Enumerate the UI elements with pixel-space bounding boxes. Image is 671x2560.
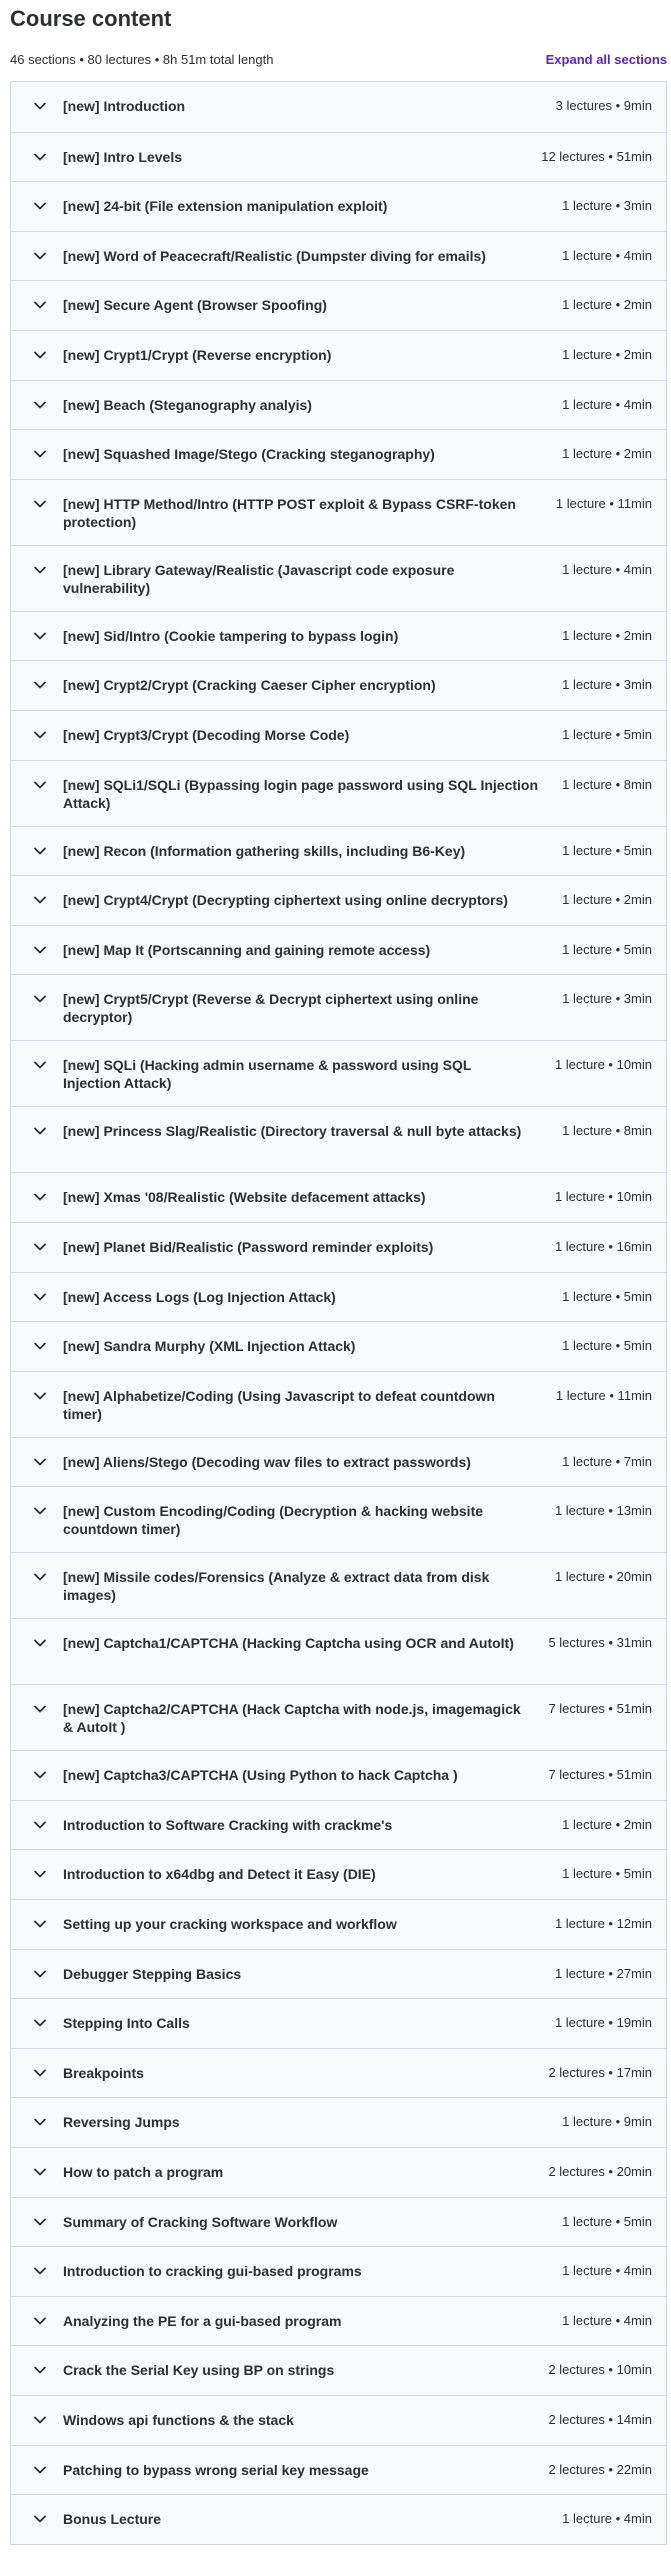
chevron-down-icon — [33, 2162, 47, 2182]
chevron-down-icon — [33, 1336, 47, 1356]
section-header[interactable] — [11, 2494, 666, 2544]
section-meta: 1 lecture • 4min — [562, 561, 652, 577]
section-title: [new] Crypt4/Crypt (Decrypting ciphertext using online decryptors) — [63, 892, 508, 909]
chevron-down-icon — [33, 1386, 47, 1406]
section-title: [new] Alphabetize/Coding (Using Javascript to defeat countdown timer) — [63, 1387, 495, 1422]
section-title: Introduction to cracking gui-based programs — [63, 2263, 362, 2280]
chevron-down-icon — [33, 775, 47, 795]
course-summary: 46 sections • 80 lectures • 8h 51m total length — [10, 51, 274, 67]
section-title: [new] Captcha2/CAPTCHA (Hack Captcha with node.js, imagemagick & AutoIt ) — [63, 1701, 521, 1736]
chevron-down-icon — [33, 2261, 47, 2281]
section-header[interactable] — [11, 826, 666, 876]
chevron-down-icon — [33, 1501, 47, 1521]
section-meta: 1 lecture • 2min — [562, 297, 652, 313]
section-title: Bonus Lecture — [63, 2511, 162, 2528]
chevron-down-icon — [33, 2013, 47, 2033]
section-header[interactable] — [11, 2395, 666, 2445]
section-title: [new] Missile codes/Forensics (Analyze & extract data from disk images) — [63, 1569, 490, 1604]
section-title: Windows api functions & the stack — [63, 2412, 294, 2428]
course-summary-row — [10, 49, 667, 69]
chevron-down-icon — [33, 444, 47, 464]
section-header[interactable] — [11, 1040, 666, 1106]
chevron-down-icon — [33, 1964, 47, 1984]
section-meta: 1 lecture • 2min — [562, 1816, 652, 1832]
section-title: [new] Captcha1/CAPTCHA (Hacking Captcha using OCR and AutoIt) — [63, 1635, 514, 1652]
section-title: [new] Crypt5/Crypt (Reverse & Decrypt ciphertext using online decryptor) — [63, 991, 479, 1026]
chevron-down-icon — [33, 890, 47, 910]
chevron-down-icon — [33, 1633, 47, 1653]
section-title: Crack the Serial Key using BP on strings — [63, 2362, 335, 2379]
chevron-down-icon — [33, 1121, 47, 1141]
section-title: [new] Princess Slag/Realistic (Directory traversal & null byte attacks) — [63, 1123, 522, 1140]
section-meta: 2 lectures • 10min — [548, 2362, 652, 2378]
section-header[interactable] — [11, 280, 666, 330]
section-title: Patching to bypass wrong serial key message — [63, 2461, 369, 2478]
section-meta: 2 lectures • 20min — [548, 2164, 652, 2180]
section-meta: 1 lecture • 27min — [554, 1965, 652, 1981]
section-meta: 1 lecture • 7min — [562, 1453, 652, 1469]
chevron-down-icon — [33, 345, 47, 365]
section-meta: 1 lecture • 10min — [554, 1057, 652, 1073]
section-header[interactable] — [11, 1486, 666, 1552]
chevron-down-icon — [33, 989, 47, 1009]
section-meta: 1 lecture • 9min — [562, 2114, 652, 2130]
chevron-down-icon — [33, 2063, 47, 2083]
section-meta: 5 lectures • 31min — [548, 1635, 652, 1651]
section-meta: 1 lecture • 5min — [562, 1338, 652, 1354]
chevron-down-icon — [33, 147, 47, 167]
section-meta: 1 lecture • 16min — [554, 1238, 652, 1254]
section-meta: 1 lecture • 3min — [562, 198, 652, 214]
chevron-down-icon — [33, 675, 47, 695]
section-header[interactable] — [11, 479, 666, 545]
section-title: [new] Sandra Murphy (XML Injection Attack) — [63, 1338, 356, 1355]
chevron-down-icon — [33, 246, 47, 266]
section-header[interactable] — [11, 660, 666, 710]
section-header[interactable] — [11, 1437, 666, 1487]
section-title: [new] SQLi1/SQLi (Bypassing login page password using SQL Injection Attack) — [63, 776, 539, 811]
section-header[interactable] — [11, 2048, 666, 2098]
section-header[interactable] — [11, 974, 666, 1040]
chevron-down-icon — [33, 725, 47, 745]
section-meta: 1 lecture • 20min — [554, 1569, 652, 1585]
section-title: [new] SQLi (Hacking admin username & password using SQL Injection Attack) — [63, 1057, 472, 1092]
section-header[interactable] — [11, 1371, 666, 1437]
section-title: How to patch a program — [63, 2164, 224, 2181]
section-header[interactable] — [11, 925, 666, 975]
section-title: [new] Squashed Image/Stego (Cracking steganography) — [63, 446, 435, 463]
section-meta: 1 lecture • 8min — [562, 1123, 652, 1139]
chevron-down-icon — [33, 2460, 47, 2480]
section-meta: 1 lecture • 13min — [554, 1503, 652, 1519]
section-header[interactable] — [11, 2445, 666, 2495]
section-title: [new] Aliens/Stego (Decoding wav files to extract passwords) — [63, 1453, 471, 1470]
section-header[interactable] — [11, 2345, 666, 2395]
chevron-down-icon — [33, 1699, 47, 1719]
page-title: Course content — [10, 6, 172, 31]
section-header[interactable] — [11, 231, 666, 281]
chevron-down-icon — [33, 1567, 47, 1587]
chevron-down-icon — [33, 626, 47, 646]
section-header[interactable] — [11, 181, 666, 231]
section-meta: 2 lectures • 17min — [548, 2064, 652, 2080]
section-title: [new] Library Gateway/Realistic (Javascript code exposure vulnerability) — [63, 561, 455, 596]
section-header[interactable] — [11, 1272, 666, 1322]
chevron-down-icon — [33, 2360, 47, 2380]
chevron-down-icon — [33, 2410, 47, 2430]
chevron-down-icon — [33, 2112, 47, 2132]
section-meta: 1 lecture • 11min — [555, 1387, 652, 1403]
chevron-down-icon — [33, 494, 47, 514]
section-meta: 1 lecture • 5min — [562, 2213, 652, 2229]
section-header[interactable] — [11, 1552, 666, 1618]
section-title: [new] HTTP Method/Intro (HTTP POST exploit & Bypass CSRF-token protection) — [63, 495, 516, 530]
section-meta: 1 lecture • 2min — [562, 346, 652, 362]
chevron-down-icon — [33, 560, 47, 580]
section-title: [new] Crypt3/Crypt (Decoding Morse Code) — [63, 726, 350, 743]
chevron-down-icon — [33, 295, 47, 315]
section-title: [new] Crypt2/Crypt (Cracking Caeser Cipher encryption) — [63, 677, 436, 694]
section-header[interactable] — [11, 2097, 666, 2147]
section-title: [new] Beach (Steganography analyis) — [63, 396, 312, 413]
section-meta: 1 lecture • 2min — [562, 446, 652, 462]
section-header[interactable] — [11, 1222, 666, 1272]
chevron-down-icon — [33, 2212, 47, 2232]
section-header[interactable] — [11, 1684, 666, 1750]
section-header[interactable] — [11, 1321, 666, 1371]
chevron-down-icon — [33, 841, 47, 861]
section-header[interactable] — [11, 1949, 666, 1999]
chevron-down-icon — [33, 1237, 47, 1257]
section-meta: 2 lectures • 22min — [548, 2461, 652, 2477]
section-meta: 1 lecture • 8min — [562, 776, 652, 792]
section-header[interactable] — [11, 545, 666, 611]
section-header[interactable] — [11, 2246, 666, 2296]
section-header[interactable] — [11, 1800, 666, 1850]
section-meta: 1 lecture • 2min — [562, 892, 652, 908]
section-meta: 1 lecture • 4min — [562, 2511, 652, 2527]
chevron-down-icon — [33, 1055, 47, 1075]
section-meta: 2 lectures • 14min — [548, 2412, 652, 2427]
section-header[interactable] — [11, 330, 666, 380]
section-header[interactable] — [11, 710, 666, 760]
section-header[interactable] — [11, 611, 666, 661]
section-title: Reversing Jumps — [63, 2114, 180, 2131]
section-meta: 1 lecture • 12min — [554, 1916, 652, 1932]
section-title: Breakpoints — [63, 2064, 144, 2081]
section-meta: 1 lecture • 5min — [562, 842, 652, 858]
section-title: [new] Secure Agent (Browser Spoofing) — [63, 297, 327, 314]
section-header[interactable] — [11, 132, 666, 182]
section-meta: 3 lectures • 9min — [555, 98, 652, 113]
section-title: Introduction to Software Cracking with crackme's — [63, 1816, 393, 1833]
section-meta: 7 lectures • 51min — [548, 1767, 652, 1783]
section-meta: 1 lecture • 5min — [562, 726, 652, 742]
section-title: [new] Access Logs (Log Injection Attack) — [63, 1288, 336, 1305]
section-title: [new] 24-bit (File extension manipulation exploit) — [63, 198, 388, 215]
chevron-down-icon — [33, 2509, 47, 2529]
section-list — [10, 81, 667, 2545]
section-meta: 12 lectures • 51min — [541, 148, 652, 164]
section-meta: 1 lecture • 5min — [562, 1866, 652, 1882]
section-header[interactable] — [11, 429, 666, 479]
section-header[interactable] — [11, 1172, 666, 1222]
section-title: [new] Planet Bid/Realistic (Password reminder exploits) — [63, 1238, 434, 1255]
section-meta: 7 lectures • 51min — [548, 1701, 652, 1717]
section-header[interactable] — [11, 82, 666, 132]
section-title: [new] Intro Levels — [63, 148, 183, 165]
chevron-down-icon — [33, 1765, 47, 1785]
chevron-down-icon — [33, 1287, 47, 1307]
section-header[interactable] — [11, 1750, 666, 1800]
section-header[interactable] — [11, 1106, 666, 1172]
section-title: Setting up your cracking workspace and workflow — [63, 1916, 397, 1933]
chevron-down-icon — [33, 1914, 47, 1934]
chevron-down-icon — [33, 395, 47, 415]
section-title: [new] Word of Peacecraft/Realistic (Dumpster diving for emails) — [63, 247, 486, 264]
section-title: [new] Introduction — [63, 98, 186, 114]
section-header[interactable] — [11, 2296, 666, 2346]
chevron-down-icon — [33, 1815, 47, 1835]
section-meta: 1 lecture • 4min — [562, 396, 652, 412]
chevron-down-icon — [33, 1187, 47, 1207]
section-title: Summary of Cracking Software Workflow — [63, 2213, 338, 2230]
expand-all-button[interactable]: Expand all sections — [545, 51, 667, 67]
section-title: [new] Xmas '08/Realistic (Website defacement attacks) — [63, 1189, 426, 1206]
chevron-down-icon — [33, 96, 47, 116]
section-header[interactable] — [11, 1618, 666, 1684]
section-title: [new] Recon (Information gathering skills, including B6-Key) — [63, 842, 466, 859]
section-meta: 1 lecture • 3min — [562, 991, 652, 1007]
section-header[interactable] — [11, 1998, 666, 2048]
section-title: Stepping Into Calls — [63, 2015, 190, 2032]
section-header[interactable] — [11, 2147, 666, 2197]
section-meta: 1 lecture • 4min — [562, 247, 652, 263]
section-meta: 1 lecture • 19min — [554, 2015, 652, 2031]
section-header[interactable] — [11, 380, 666, 430]
section-title: [new] Sid/Intro (Cookie tampering to bypass login) — [63, 627, 399, 644]
section-header[interactable] — [11, 2197, 666, 2247]
section-header[interactable] — [11, 875, 666, 925]
section-header[interactable] — [11, 760, 666, 826]
section-title: [new] Captcha3/CAPTCHA (Using Python to hack Captcha ) — [63, 1767, 458, 1784]
section-meta: 1 lecture • 2min — [562, 627, 652, 643]
section-meta: 1 lecture • 11min — [555, 495, 652, 511]
chevron-down-icon — [33, 940, 47, 960]
section-header[interactable] — [11, 1849, 666, 1899]
section-meta: 1 lecture • 4min — [562, 2263, 652, 2279]
section-title: Introduction to x64dbg and Detect it Easy (DIE) — [63, 1866, 376, 1883]
section-title: Analyzing the PE for a gui-based program — [63, 2312, 342, 2329]
section-title: Debugger Stepping Basics — [63, 1965, 242, 1982]
section-title: [new] Custom Encoding/Coding (Decryption & hacking website countdown timer) — [63, 1503, 484, 1538]
section-meta: 1 lecture • 10min — [554, 1189, 652, 1205]
chevron-down-icon — [33, 2311, 47, 2331]
section-meta: 1 lecture • 4min — [562, 2312, 652, 2328]
chevron-down-icon — [33, 1452, 47, 1472]
section-meta: 1 lecture • 5min — [562, 941, 652, 957]
section-title: [new] Map It (Portscanning and gaining remote access) — [63, 941, 431, 958]
section-title: [new] Crypt1/Crypt (Reverse encryption) — [63, 346, 332, 363]
section-meta: 1 lecture • 3min — [562, 677, 652, 693]
section-meta: 1 lecture • 5min — [562, 1288, 652, 1304]
chevron-down-icon — [33, 196, 47, 216]
chevron-down-icon — [33, 1864, 47, 1884]
section-header[interactable] — [11, 1899, 666, 1949]
